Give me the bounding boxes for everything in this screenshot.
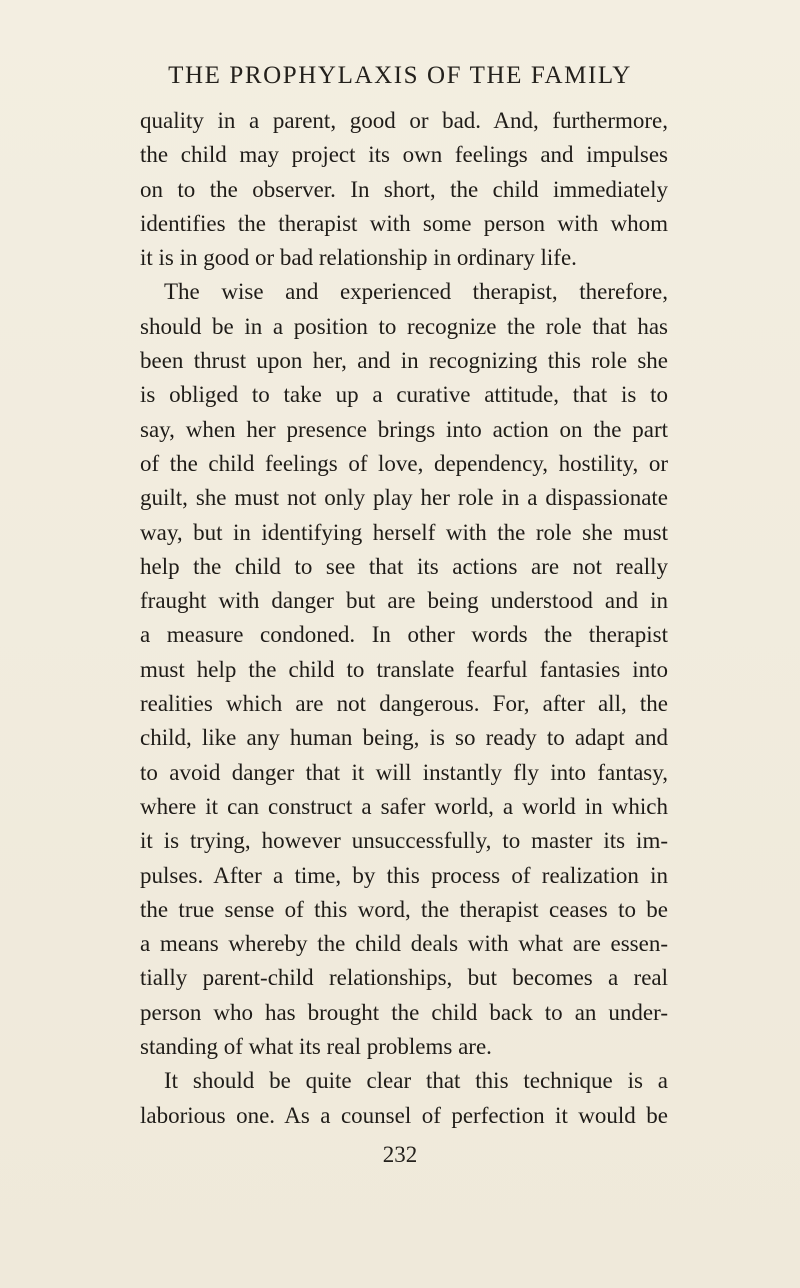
text-line: where it can construct a safer world, a world in which	[140, 793, 668, 819]
page-number: 232	[382, 1142, 418, 1167]
text-line: on to the observer. In short, the child immediately	[140, 176, 668, 202]
text-line: it is in good or bad relationship in ordinary life.	[140, 245, 577, 271]
text-line: quality in a parent, good or bad. And, furthermore,	[140, 108, 668, 133]
text-line: the child may project its own feelings and impulses	[140, 142, 668, 168]
text-line: it is trying, however unsuccessfully, to master its im-	[140, 828, 668, 854]
text-line: standing of what its real problems are.	[140, 1034, 492, 1060]
text-line: person who has brought the child back to an under-	[140, 999, 668, 1025]
text-line: a means whereby the child deals with what are essen-	[140, 931, 668, 957]
text-line: of the child feelings of love, dependency, hostility, or	[140, 450, 668, 476]
text-line: It should be quite clear that this technique is a	[164, 1068, 668, 1094]
text-line: identifies the therapist with some person with whom	[140, 210, 668, 236]
text-line: a measure condoned. In other words the therapist	[140, 622, 668, 648]
text-line: fraught with danger but are being understood and in	[140, 588, 668, 614]
text-line: realities which are not dangerous. For, after all, the	[140, 691, 668, 717]
text-line: pulses. After a time, by this process of realization in	[140, 862, 668, 888]
text-line: The wise and experienced therapist, therefore,	[164, 279, 668, 305]
body-text	[140, 104, 668, 1133]
text-line: is obliged to take up a curative attitude, that is to	[140, 382, 668, 408]
text-line: guilt, she must not only play her role in a dispassionate	[140, 485, 668, 511]
text-line: help the child to see that its actions are not really	[140, 553, 668, 579]
text-line: must help the child to translate fearful fantasies into	[140, 656, 668, 682]
text-line: the true sense of this word, the therapist ceases to be	[140, 896, 668, 922]
text-line: been thrust upon her, and in recognizing this role she	[140, 348, 668, 374]
text-line: way, but in identifying herself with the role she must	[140, 519, 668, 545]
text-line: laborious one. As a counsel of perfection it would be	[140, 1102, 668, 1128]
text-line: child, like any human being, is so ready to adapt and	[140, 725, 668, 751]
running-head: THE PROPHYLAXIS OF THE FAMILY	[168, 62, 632, 89]
text-line: should be in a position to recognize the role that has	[140, 313, 668, 339]
text-line: to avoid danger that it will instantly fly into fantasy,	[140, 759, 668, 785]
text-line: say, when her presence brings into action on the part	[140, 416, 668, 442]
text-line: tially parent-child relationships, but becomes a real	[140, 965, 668, 991]
